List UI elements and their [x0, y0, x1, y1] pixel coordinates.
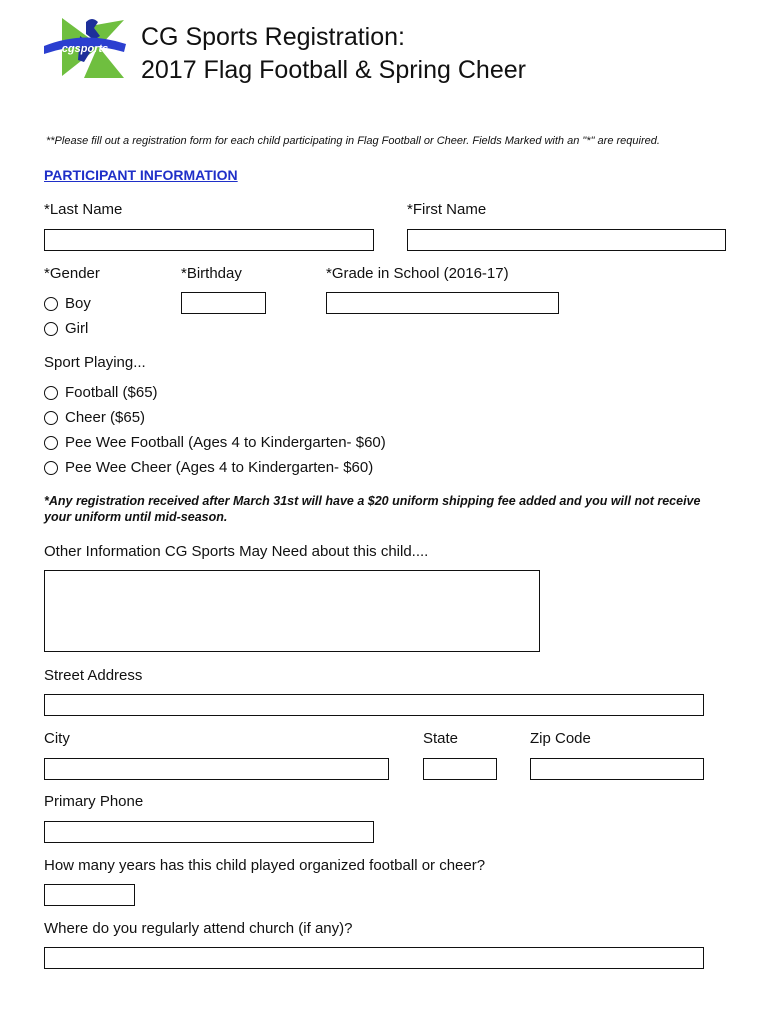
primary-phone-label: Primary Phone: [44, 793, 144, 810]
street-address-label: Street Address: [44, 667, 143, 684]
radio-button[interactable]: [44, 386, 58, 400]
cg-sports-logo: [40, 16, 130, 80]
state-field[interactable]: [423, 758, 497, 780]
last-name-label: *Last Name: [44, 201, 123, 218]
gender-girl-option[interactable]: [44, 320, 88, 337]
other-info-label: Other Information CG Sports May Need about this child....: [44, 543, 429, 560]
sport-option-pee-wee-cheer[interactable]: [44, 459, 373, 476]
birthday-label: *Birthday: [181, 265, 242, 282]
sport-label: Sport Playing...: [44, 354, 146, 371]
church-field[interactable]: [44, 947, 704, 969]
gender-boy-label: Boy: [65, 295, 91, 312]
logo-text: cgsports: [61, 43, 109, 55]
page-title-line-1: CG Sports Registration:: [141, 23, 405, 51]
street-address-field[interactable]: [44, 694, 704, 716]
years-played-field[interactable]: [44, 884, 135, 906]
sport-option-pee-wee-football[interactable]: [44, 434, 386, 451]
sport-option-label: Football ($65): [65, 384, 158, 401]
first-name-field[interactable]: [407, 229, 726, 251]
radio-button[interactable]: [44, 461, 58, 475]
grade-label: *Grade in School (2016-17): [326, 265, 509, 282]
gender-girl-label: Girl: [65, 320, 89, 337]
sport-option-football[interactable]: [44, 384, 158, 401]
first-name-label: *First Name: [407, 201, 487, 218]
section-title: PARTICIPANT INFORMATION: [44, 167, 238, 183]
gender-label: *Gender: [44, 265, 100, 282]
radio-button[interactable]: [44, 411, 58, 425]
grade-field[interactable]: [326, 292, 559, 314]
other-info-textarea[interactable]: [44, 570, 540, 652]
radio-button[interactable]: [44, 297, 58, 311]
sport-option-label: Cheer ($65): [65, 409, 146, 426]
years-played-label: How many years has this child played organized football or cheer?: [44, 857, 486, 874]
gender-boy-option[interactable]: [44, 295, 91, 312]
last-name-field[interactable]: [44, 229, 374, 251]
zip-label: Zip Code: [530, 730, 591, 747]
church-label: Where do you regularly attend church (if any)?: [44, 920, 353, 937]
page-title-line-2: 2017 Flag Football & Spring Cheer: [141, 56, 526, 84]
sport-option-label: Pee Wee Cheer (Ages 4 to Kindergarten- $60): [65, 459, 374, 476]
birthday-field[interactable]: [181, 292, 266, 314]
sport-option-cheer[interactable]: [44, 409, 145, 426]
city-field[interactable]: [44, 758, 389, 780]
city-label: City: [44, 730, 70, 747]
late-registration-notice: *Any registration received after March 31st will have a $20 uniform shipping fee added and you will not receive your uniform until mid-season.: [44, 494, 701, 524]
primary-phone-field[interactable]: [44, 821, 374, 843]
instructions-note: **Please fill out a registration form for each child participating in Flag Football or Cheer. Fields Marked with an "*" are required.: [46, 135, 660, 147]
state-label: State: [423, 730, 459, 747]
logo-graphic: [40, 16, 130, 80]
radio-button[interactable]: [44, 436, 58, 450]
zip-field[interactable]: [530, 758, 704, 780]
radio-button[interactable]: [44, 322, 58, 336]
sport-option-label: Pee Wee Football (Ages 4 to Kindergarten- $60): [65, 434, 386, 451]
